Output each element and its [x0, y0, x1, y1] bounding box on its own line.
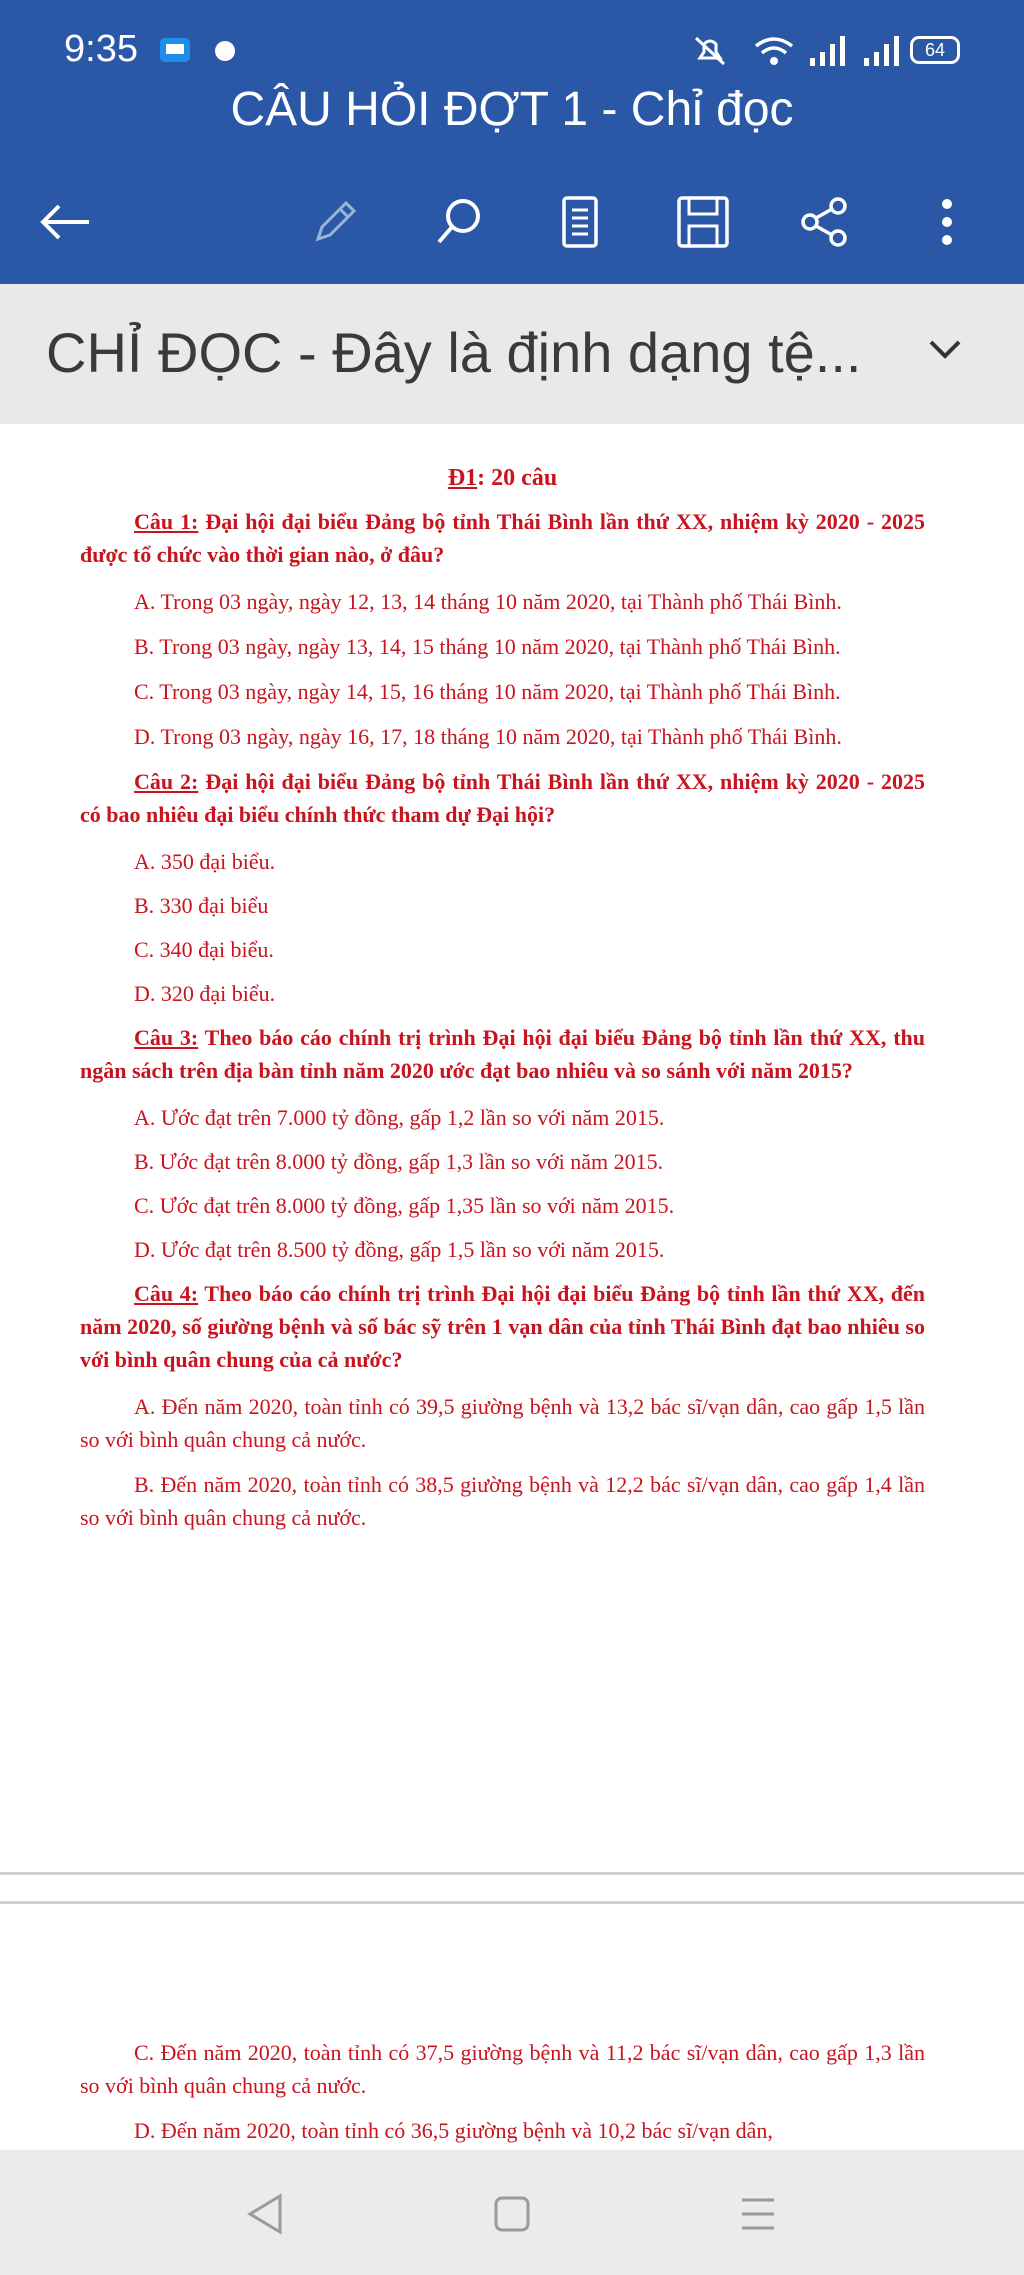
question-3-option-b: B. Ước đạt trên 8.000 tỷ đồng, gấp 1,3 lần so với năm 2015.	[134, 1149, 664, 1174]
question-4-option-a: A. Đến năm 2020, toàn tỉnh có 39,5 giường bệnh và 13,2 bác sĩ/vạn dân, cao gấp 1,5 lần so với bình quân chung cả nước.	[80, 1394, 925, 1452]
question-2-label: Câu 2:	[134, 769, 199, 794]
back-arrow-icon[interactable]	[30, 187, 100, 257]
question-3-option-c: C. Ước đạt trên 8.000 tỷ đồng, gấp 1,35 lần so với năm 2015.	[134, 1193, 675, 1218]
status-time: 9:35	[64, 28, 138, 70]
more-vertical-icon[interactable]	[912, 187, 982, 257]
read-only-banner-text: CHỈ ĐỌC - Đây là định dạng tệ...	[46, 321, 862, 384]
question-2-option-c: C. 340 đại biểu.	[134, 937, 274, 962]
question-4-option-c: C. Đến năm 2020, toàn tỉnh có 37,5 giường bệnh và 11,2 bác sĩ/vạn dân, cao gấp 1,3 lần so với bình quân chung cả nước.	[80, 2040, 925, 2098]
nav-menu-icon[interactable]	[728, 2184, 788, 2244]
question-4-label: Câu 4:	[134, 1281, 199, 1306]
mute-icon	[690, 34, 730, 73]
doc-heading	[80, 462, 925, 495]
signal-icon	[808, 34, 848, 73]
question-2-text: Đại hội đại biểu Đảng bộ tỉnh Thái Bình lần thứ XX, nhiệm kỳ 2020 - 2025 có bao nhiêu đại biểu chính thức tham dự Đại hội?	[80, 769, 925, 827]
notification-app-icon	[158, 34, 192, 69]
question-3	[80, 1021, 925, 1087]
share-icon[interactable]	[789, 187, 859, 257]
question-1-option-a: A. Trong 03 ngày, ngày 12, 13, 14 tháng 10 năm 2020, tại Thành phố Thái Bình.	[134, 589, 842, 614]
doc-heading-rest: : 20 câu	[477, 465, 558, 491]
doc-heading-label: Đ1	[447, 465, 478, 491]
question-4-option-b: B. Đến năm 2020, toàn tỉnh có 38,5 giường bệnh và 12,2 bác sĩ/vạn dân, cao gấp 1,4 lần so với bình quân chung cả nước.	[80, 1472, 925, 1530]
question-1-option-d: D. Trong 03 ngày, ngày 16, 17, 18 tháng 10 năm 2020, tại Thành phố Thái Bình.	[134, 724, 842, 749]
question-3-text: Theo báo cáo chính trị trình Đại hội đại biểu Đảng bộ tỉnh lần thứ XX, thu ngân sách trên địa bàn tỉnh năm 2020 ước đạt bao nhiêu và so sánh với năm 2015?	[80, 1025, 925, 1083]
document-title: CÂU HỎI ĐỢT 1 - Chỉ đọc	[230, 83, 794, 136]
document-page-2	[80, 2036, 925, 2159]
save-icon[interactable]	[668, 187, 738, 257]
question-4-option-d: D. Đến năm 2020, toàn tỉnh có 36,5 giường bệnh và 10,2 bác sĩ/vạn dân,	[134, 2118, 773, 2143]
chevron-down-icon[interactable]	[915, 320, 975, 380]
question-1-option-b: B. Trong 03 ngày, ngày 13, 14, 15 tháng 10 năm 2020, tại Thành phố Thái Bình.	[134, 634, 841, 659]
question-1-text: Đại hội đại biểu Đảng bộ tỉnh Thái Bình lần thứ XX, nhiệm kỳ 2020 - 2025 được tổ chức vào thời gian nào, ở đâu?	[80, 509, 925, 567]
dot-icon	[214, 40, 236, 67]
question-2	[80, 765, 925, 831]
pencil-icon[interactable]	[300, 187, 370, 257]
question-1-option-c: C. Trong 03 ngày, ngày 14, 15, 16 tháng 10 năm 2020, tại Thành phố Thái Bình.	[134, 679, 841, 704]
question-2-option-b: B. 330 đại biểu	[134, 893, 269, 918]
toolbar	[0, 175, 1024, 265]
document-page	[80, 462, 925, 1546]
nav-home-icon[interactable]	[482, 2184, 542, 2244]
question-1-label: Câu 1:	[134, 509, 199, 534]
question-2-option-a: A. 350 đại biểu.	[134, 849, 276, 874]
reading-view-icon[interactable]	[545, 187, 615, 257]
nav-back-icon[interactable]	[234, 2184, 294, 2244]
app-bar	[0, 0, 1024, 284]
page-separator	[0, 1872, 1024, 1904]
signal-icon-2	[862, 34, 902, 73]
wifi-icon	[752, 34, 796, 73]
search-icon[interactable]	[424, 187, 494, 257]
question-3-option-a: A. Ước đạt trên 7.000 tỷ đồng, gấp 1,2 lần so với năm 2015.	[134, 1105, 665, 1130]
question-2-option-d: D. 320 đại biểu.	[134, 981, 276, 1006]
question-4	[80, 1277, 925, 1376]
question-3-label: Câu 3:	[134, 1025, 199, 1050]
question-4-text: Theo báo cáo chính trị trình Đại hội đại biểu Đảng bộ tỉnh lần thứ XX, đến năm 2020, số giường bệnh và số bác sỹ trên 1 vạn dân của tỉnh Thái Bình đạt bao nhiêu so với bình quân chung của cả nước?	[80, 1281, 925, 1372]
read-only-banner[interactable]	[0, 284, 1024, 424]
battery-icon: 64	[910, 36, 960, 64]
system-nav-bar	[0, 2150, 1024, 2275]
question-3-option-d: D. Ước đạt trên 8.500 tỷ đồng, gấp 1,5 lần so với năm 2015.	[134, 1237, 665, 1262]
question-1	[80, 505, 925, 571]
